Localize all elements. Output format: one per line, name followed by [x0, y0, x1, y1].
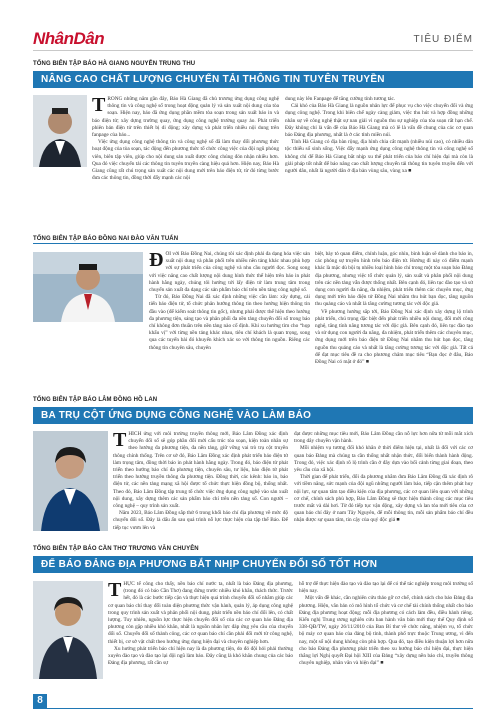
portrait-placeholder-icon	[33, 581, 103, 679]
article-1-para-5: Tỉnh Hà Giang có địa bàn rộng, địa hình chia cắt mạnh (nhiều núi cao), có nhiều dân tộc thiểu số sinh sống. Việc đẩy mạnh ứng dụng công nghệ thông tin và công nghệ số không chỉ để Báo Hà Giang bắt nhịp xu thế phát triển của báo chí hiện đại mà còn là giải pháp tốt nhất để báo nâng cao chất lượng chuyển tải thông tin tuyên truyền đến với người dân, nhất là người dân ở địa bàn vùng sâu, vùng xa ■	[285, 139, 473, 175]
article-3-headline: BA TRỤ CỘT ỨNG DỤNG CÔNG NGHỆ VÀO LÀM BÁO	[41, 410, 312, 421]
article-1-para-3: dung này lên Fanpage để tăng cường tính tương tác.	[285, 96, 396, 102]
article-2-para-2: Từ đó, Báo Đồng Nai đã xác định những việc cần làm: xây dựng, cải tiến báo điện tử, tổ chức phân hướng thông tin theo hướng hiện thông tin đầu vào (để kiểm soát thông tin gốc), nhưng phải được thể hiện theo hướng đa phương tiện, sáng tạo và phân phối đa nền tảng chuyển đổi số trong báo chí không đơn thuần trên nền tảng nào cố định. Khi xu hướng tìm cho “họp khẩu vị” với từng nền tảng khác nhau, tiêu chí khách là quan trọng, song qua các tuyến bài đó khuyến khích xác so với thông tin nguồn. Riêng các thông tin chuyên sâu, chuyên	[149, 294, 310, 351]
article-3-para-3: đạt được những mục tiêu mới, Báo Lâm Đồng cần nỗ lực hơn nữa từ mỗi mắt xích trong dây chuyền vận hành.	[294, 431, 473, 445]
article-2-byline: TỔNG BIÊN TẬP BÁO ĐỒNG NAI ĐÀO VĂN TUẤN	[33, 236, 179, 242]
portrait-placeholder-icon	[33, 252, 143, 322]
article-1-para-2: Việc ứng dụng công nghệ thông tin và công nghệ số đã làm thay đổi phương thức hoạt động của tòa soạn, tác động đến phương thức tổ chức công việc của đội ngũ phóng viên, biên tập viên, giúp cho nội dung sản xuất được công chúng đón nhận nhiều hơn. Qua đó việc chuyển tải các thông tin tuyên truyền càng hiệu quả hơn. Hiện nay, Báo Hà Giang cũng rất chú trọng sản xuất các nội dung mới trên báo điện tử, từ đó từng bước đưa các thông tin, đồng thời đẩy mạnh các nội	[92, 139, 279, 182]
article-1-portrait-photo	[33, 95, 87, 167]
article-4-portrait-photo	[33, 581, 103, 679]
article-3-para-5: Thời gian để phát triển, đổi đa phương nhằm đưa Báo Lâm Đồng đã xác định rõ với tiềm năng, sức mạnh của đội ngũ những người làm báo, tiếp cận thêm phát huy nội lực, sự quan tâm tạo điều kiện của địa phương, các cơ quan liên quan với những cơ chế, chính sách phù hợp, Báo Lâm Đồng sẽ thực hiện thành công các mục tiêu trước mắt và dài hơi. Từ đó tiếp tục vận động, xây dựng và lan tỏa mới tiêu của cơ quan báo chí đây ở nam Tây Nguyên, để mỗi thông tin, mỗi sản phẩm báo chí đều nhận được sự quan tâm, tin cậy của quý độc giả ■	[294, 474, 473, 524]
article-4-byline: TỔNG BIÊN TẬP BÁO CẦN THƠ TRƯƠNG VĂN CHUYÊN	[33, 546, 199, 552]
article-2-column-1	[149, 251, 310, 385]
article-4-headline: ĐỂ BÁO ĐẢNG ĐỊA PHƯƠNG BẮT NHỊP CHUYỂN ĐỔI SỐ TỐT HƠN	[41, 559, 378, 570]
article-2-portrait-photo	[33, 252, 143, 322]
article-2-para-3: biệt, bày tỏ quan điểm, chính luận, góc nhìn, bình luận sẽ dành cho báo in, các phóng sự truyền hình trên báo điện tử. Hướng đi này có điểm mạnh khác là mặc dù bội tụ nhiều loại hình báo chí trong một tòa soạn báo Đảng địa phương, nhưng việc tổ chức quản lý, sản xuất và phân phối nội dung trên các nền tảng vẫn được thống nhất. Bên cạnh đó, liên tục đào tạo và sử dụng con người đa năng, đa nhiệm, phát triển thêm các chuyên mục, ứng dụng mới trên báo điện tử Đồng Nai nhằm thu hút bạn đọc, tăng nguồn thu quảng cáo và nhất là tăng cường tương tác với độc giả.	[315, 251, 473, 308]
footer-rule	[33, 708, 473, 709]
article-3-portrait-photo	[33, 431, 108, 531]
article-4-para-3: hỗ trợ để thực hiện đào tạo và đào tạo lại để có thể tác nghiệp trong môi trường số hiện nay.	[299, 581, 473, 595]
article-2-para-4: Về phương hướng sắp tới, Báo Đồng Nai xác định xây dựng lộ trình phát triển, chú trọng đặc biệt đến phát triển nhiều nội dung, đổi mới công nghệ, tăng tính năng tương tác với độc giả. Bên cạnh đó, liên tục đào tạo và sử dụng con người đa năng, đa nhiệm, phát triển thêm các chuyên mục, ứng dụng mới trên báo điện tử Đồng Nai nhằm thu hút bạn đọc, tăng nguồn thu quảng cáo và nhất là tăng cường tương tác với độc giả. Tất cả để đạt mục tiêu đề ra cho phương châm mục tiêu “Bạn đọc ở đâu, Báo Đồng Nai có mặt ở đó” ■	[315, 308, 473, 366]
article-2-column-2	[315, 251, 473, 385]
article-1-headline-bar	[33, 71, 473, 88]
article-1-byline: TỔNG BIÊN TẬP BÁO HÀ GIANG NGUYỄN TRUNG THU	[33, 61, 196, 67]
article-2-para-1: ỐI với Báo Đồng Nai, chúng tôi xác định phải đa dạng hóa việc sản xuất nội dung và phân phối trên nhiều nền tảng khác nhau phù hợp với sự phát triển của công nghệ và nhu cầu người đọc. Song song với việc nâng cao chất lượng nội dung hình thức thể hiện trên báo in phát hành hằng ngày, chúng tôi hướng tới lấy điện tử làm trung tâm trong chuyển sản xuất đa dạng các sản phẩm báo chí trên nền tảng công nghệ số.	[149, 251, 310, 294]
newspaper-logo: NhânDân	[33, 29, 105, 48]
portrait-placeholder-icon	[33, 431, 108, 531]
article-1-column-1	[92, 96, 279, 229]
page-number: 8	[33, 694, 47, 708]
article-4-para-1: HỰC tế công cho thấy, nền báo chí nước ta, nhất là báo Đảng địa phương, (trong đó có báo Cần Thơ) đang đứng trước nhiều khó khăn, thách thức. Trước hết, đó là các bước tiếp cận và thực hiện quá trình chuyển đổi số nhằm giúp các cơ quan báo chí thay đổi toàn diện phương thức vận hành, quản lý, áp dụng công nghệ trong quy trình sản xuất và phân phối nội dung, phát triển nền báo chí đổi lên, có chất lượng. Tuy nhiên, nguồn lực thực hiện chuyển đổi số của các cơ quan báo Đảng địa phương còn gặp nhiều khó khăn, nhất là nguồn nhân lực đáp ứng yêu cầu của chuyển đổi số. Chuyển đổi số thành công, các cơ quan báo chí cần phải đổi mới từ công nghệ, thiết bị, cơ sở vật chất theo hướng ứng dụng hiện đại và chuyên nghiệp hơn.	[108, 581, 293, 645]
article-3-column-1	[113, 431, 288, 537]
article-4-column-2	[299, 581, 473, 684]
article-1-para-4: Cái khó của Báo Hà Giang là nguồn nhân lực để phục vụ cho việc chuyển đổi và ứng dụng công nghệ. Trong khi biên chế ngày càng giảm, việc thu hút và hợp đồng những nhân sự về công nghệ thật sự nan giải vì nguồn thu sự nghiệp của tòa soạn rất hạn chế. Đây không chỉ là vấn đề của Báo Hà Giang mà có lẽ là vấn đề chung của các cơ quan báo Đảng địa phương, nhất là ở các tỉnh miền núi.	[285, 103, 473, 139]
article-3-column-2	[294, 431, 473, 537]
article-1-dropcap: T	[92, 96, 106, 116]
article-4-column-1	[108, 581, 293, 684]
article-1-headline: NÂNG CAO CHẤT LƯỢNG CHUYỂN TẢI THÔNG TIN TUYÊN TRUYỀN	[41, 74, 385, 85]
article-4-dropcap: T	[108, 581, 122, 601]
article-4-headline-bar	[33, 556, 473, 573]
article-3-para-1: HÍCH ứng với môi trường truyền thông mới, Báo Lâm Đồng xác định chuyển đổi số sẽ góp phần đổi mới cấu trúc tòa soạn, kiện toàn nhân sự theo hướng đa phương tiện, đa nền tảng, giữ vững vai trò trụ cột truyền thông chính thống. Trên cơ sở đó, Báo Lâm Đồng xác định phát triển báo điện tử làm trọng tâm, đồng thời báo in phát hành hằng ngày. Trong đó, báo điện tử phát triển theo hướng báo chí đa phương tiện, chuyên sâu, tư liệu, báo điện tử phát triển theo hướng truyền thông đa phương tiện. Đồng thời, các kênh: báo in, báo điện tử, các nền tảng mạng xã hội được tổ chức thực hiện đồng bộ, thống nhất. Theo đó, Báo Lâm Đồng tập trung tổ chức việc ứng dụng công nghệ vào sản xuất nội dung, xây dựng thêm các sản phẩm báo chí trên nền tảng số. Con người – công nghệ – quy trình sản xuất.	[113, 431, 288, 510]
article-3-dropcap: T	[113, 431, 127, 451]
article-3-para-4: Mỗi nhiệm vụ tương đối khó khăn ở thời điểm hiện tại, nhất là đối với các cơ quan báo Đảng mà chúng ta cần thống nhất nhận thức, đổi biến thành hành động. Trong đó, việc xác định rõ lộ trình cần ở đây dựa vào bối cảnh từng giai đoạn, theo yêu cầu của xã hội.	[294, 445, 473, 474]
article-3-para-2: Năm 2023, Báo Lâm Đồng sắp thử 6 trong khối báo chí địa phương về mức độ chuyển đổi số. Đây là dấu ấn sau quá trình nỗ lực thực hiện của tập thể Báo. Để tiếp tục vươn lên và	[113, 510, 288, 531]
article-4-para-4: Một vấn đề khác, cần nghiên cứu thảo gỡ cơ chế, chính sách cho báo Đảng địa phương. Hiện, văn bản có mô hình tổ chức và cơ chế tài chính thống nhất cho báo Đảng địa phương hoạt động; mỗi địa phương có cách làm đều, điều hành riêng. Kiến nghị Trung ương nghiên cứu ban hành văn bản mới thay thế Quy định số 338-QĐ/TW, ngày 26/11/2010 của Ban Bí thư về chức năng, nhiệm vụ, tổ chức bộ máy cơ quan báo của đảng bộ tỉnh, thành phố trực thuộc Trung ương, vì đến nay, một số nội dung không còn phù hợp. Qua đó, tạo điều kiện thuận lợi hơn nữa cho báo Đảng địa phương phát triển theo xu hướng báo chí hiện đại, thực hiện thắng lợi Nghị quyết Đại hội XIII của Đảng “xây dựng nền báo chí, truyền thông chuyên nghiệp, nhân văn và hiện đại” ■	[299, 595, 473, 667]
article-2-dropcap: Đ	[149, 251, 164, 271]
article-1-column-2	[285, 96, 473, 229]
article-1-para-1: RONG những năm gần đây, Báo Hà Giang đã chủ trương ứng dụng công nghệ thông tin và công nghệ số trong hoạt động quản lý và sản xuất nội dung của tòa soạn. Hiện nay, báo đã ứng dụng phần mềm tòa soạn trong sản xuất báo in và báo điện tử; xây dựng trường quay, ứng dụng công nghệ trường quay ảo. Phát triển phiên bản điện tử trên thiết bị di động; xây dựng và phát triển nhiều nội dung trên fanpage của báo...	[92, 96, 279, 139]
section-name: TIÊU ĐIỂM	[413, 34, 473, 45]
article-3-byline: TỔNG BIÊN TẬP BÁO LÂM ĐỒNG HỒ LAN	[33, 397, 158, 403]
article-3-headline-bar	[33, 407, 473, 424]
article-2-rule	[33, 243, 473, 244]
portrait-placeholder-icon	[33, 95, 87, 167]
article-4-para-2: Xu hướng phát triển báo chí hiện nay là đa phương tiện, do đó đội hỏi phải thường xuyên đào tạo và đào tạo lại đội ngũ làm báo. Đây cũng là khó khăn chung của các báo Đảng địa phương, rất cần sự	[108, 645, 293, 667]
masthead	[33, 29, 473, 51]
